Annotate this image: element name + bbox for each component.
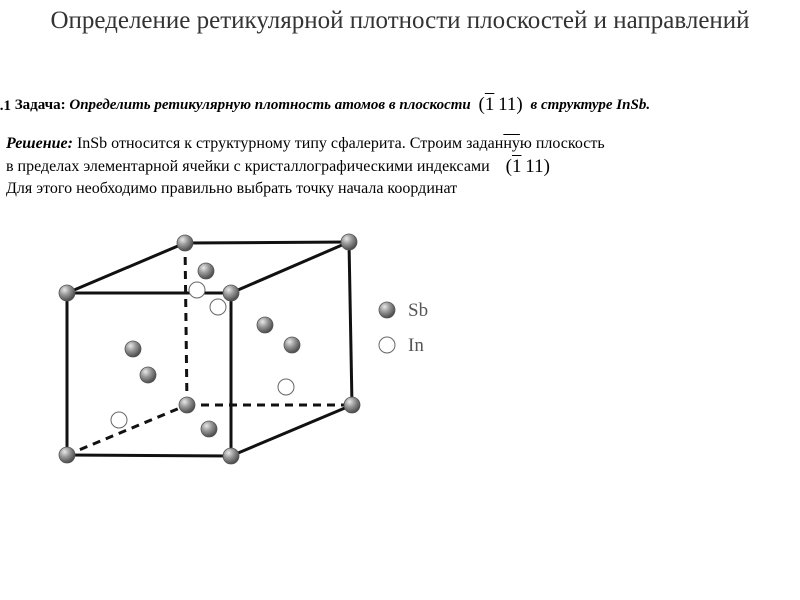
cube-edge: [67, 243, 185, 293]
cube-edge: [231, 405, 352, 456]
sb-atom: [140, 367, 156, 383]
task-number: 1.: [0, 98, 11, 114]
task-miller-bar-index: 1: [484, 94, 495, 115]
sb-atom: [284, 337, 300, 353]
sb-atoms: [59, 234, 360, 464]
sb-atom: [125, 341, 141, 357]
in-atom: [210, 299, 226, 315]
solution-line-2-text: в пределах элементарной ячейки с кристаллографическими индексами: [6, 158, 490, 175]
sb-atom: [223, 285, 239, 301]
in-atom: [278, 379, 294, 395]
solution-line-1-pre: InSb относится к структурному типу сфалерита. Строим задан: [76, 135, 504, 152]
solution-line-1-post: ю плоскость: [519, 135, 605, 152]
sb-atom: [177, 235, 193, 251]
task-suffix: в структуре InSb.: [530, 97, 651, 113]
task-label: Задача:: [14, 97, 66, 113]
cube-edge-hidden: [67, 405, 187, 455]
page-title: Определение ретикулярной плотности плоскостей и направлений: [50, 7, 750, 34]
legend-sb-label: Sb: [408, 300, 429, 321]
solution-line-1-mark: ну: [503, 135, 520, 152]
solution-line-3: Для этого необходимо правильно выбрать точку начала координат: [6, 180, 458, 197]
sb-atom: [201, 421, 217, 437]
sb-atom: [344, 397, 360, 413]
cube-edge: [349, 242, 352, 405]
sb-atom: [59, 285, 75, 301]
legend-in-label: In: [408, 335, 424, 356]
legend-sb-marker: [379, 302, 395, 318]
legend: [379, 300, 428, 356]
in-atom: [111, 412, 127, 428]
task-miller-rest: 11: [498, 94, 517, 115]
solution-miller-indices: (1 11): [505, 156, 550, 177]
cube-edge: [185, 242, 349, 243]
solution-miller-bar-index: 1: [511, 156, 522, 177]
in-atom: [189, 282, 205, 298]
sb-atom: [59, 447, 75, 463]
sb-atom: [341, 234, 357, 250]
solution-miller-rest: 11: [525, 156, 544, 177]
sb-atom: [257, 317, 273, 333]
task-text: Определить ретикулярную плотность атомов в плоскости: [69, 97, 471, 113]
solution-label: Решение:: [6, 135, 73, 152]
cube-edge-hidden: [185, 243, 187, 405]
cube-edge: [231, 242, 349, 293]
sb-atom: [223, 448, 239, 464]
sb-atom: [198, 263, 214, 279]
task-miller-indices: (1 11): [478, 94, 523, 115]
cube-edge: [67, 455, 231, 456]
legend-in-marker: [379, 337, 395, 353]
sb-atom: [179, 397, 195, 413]
